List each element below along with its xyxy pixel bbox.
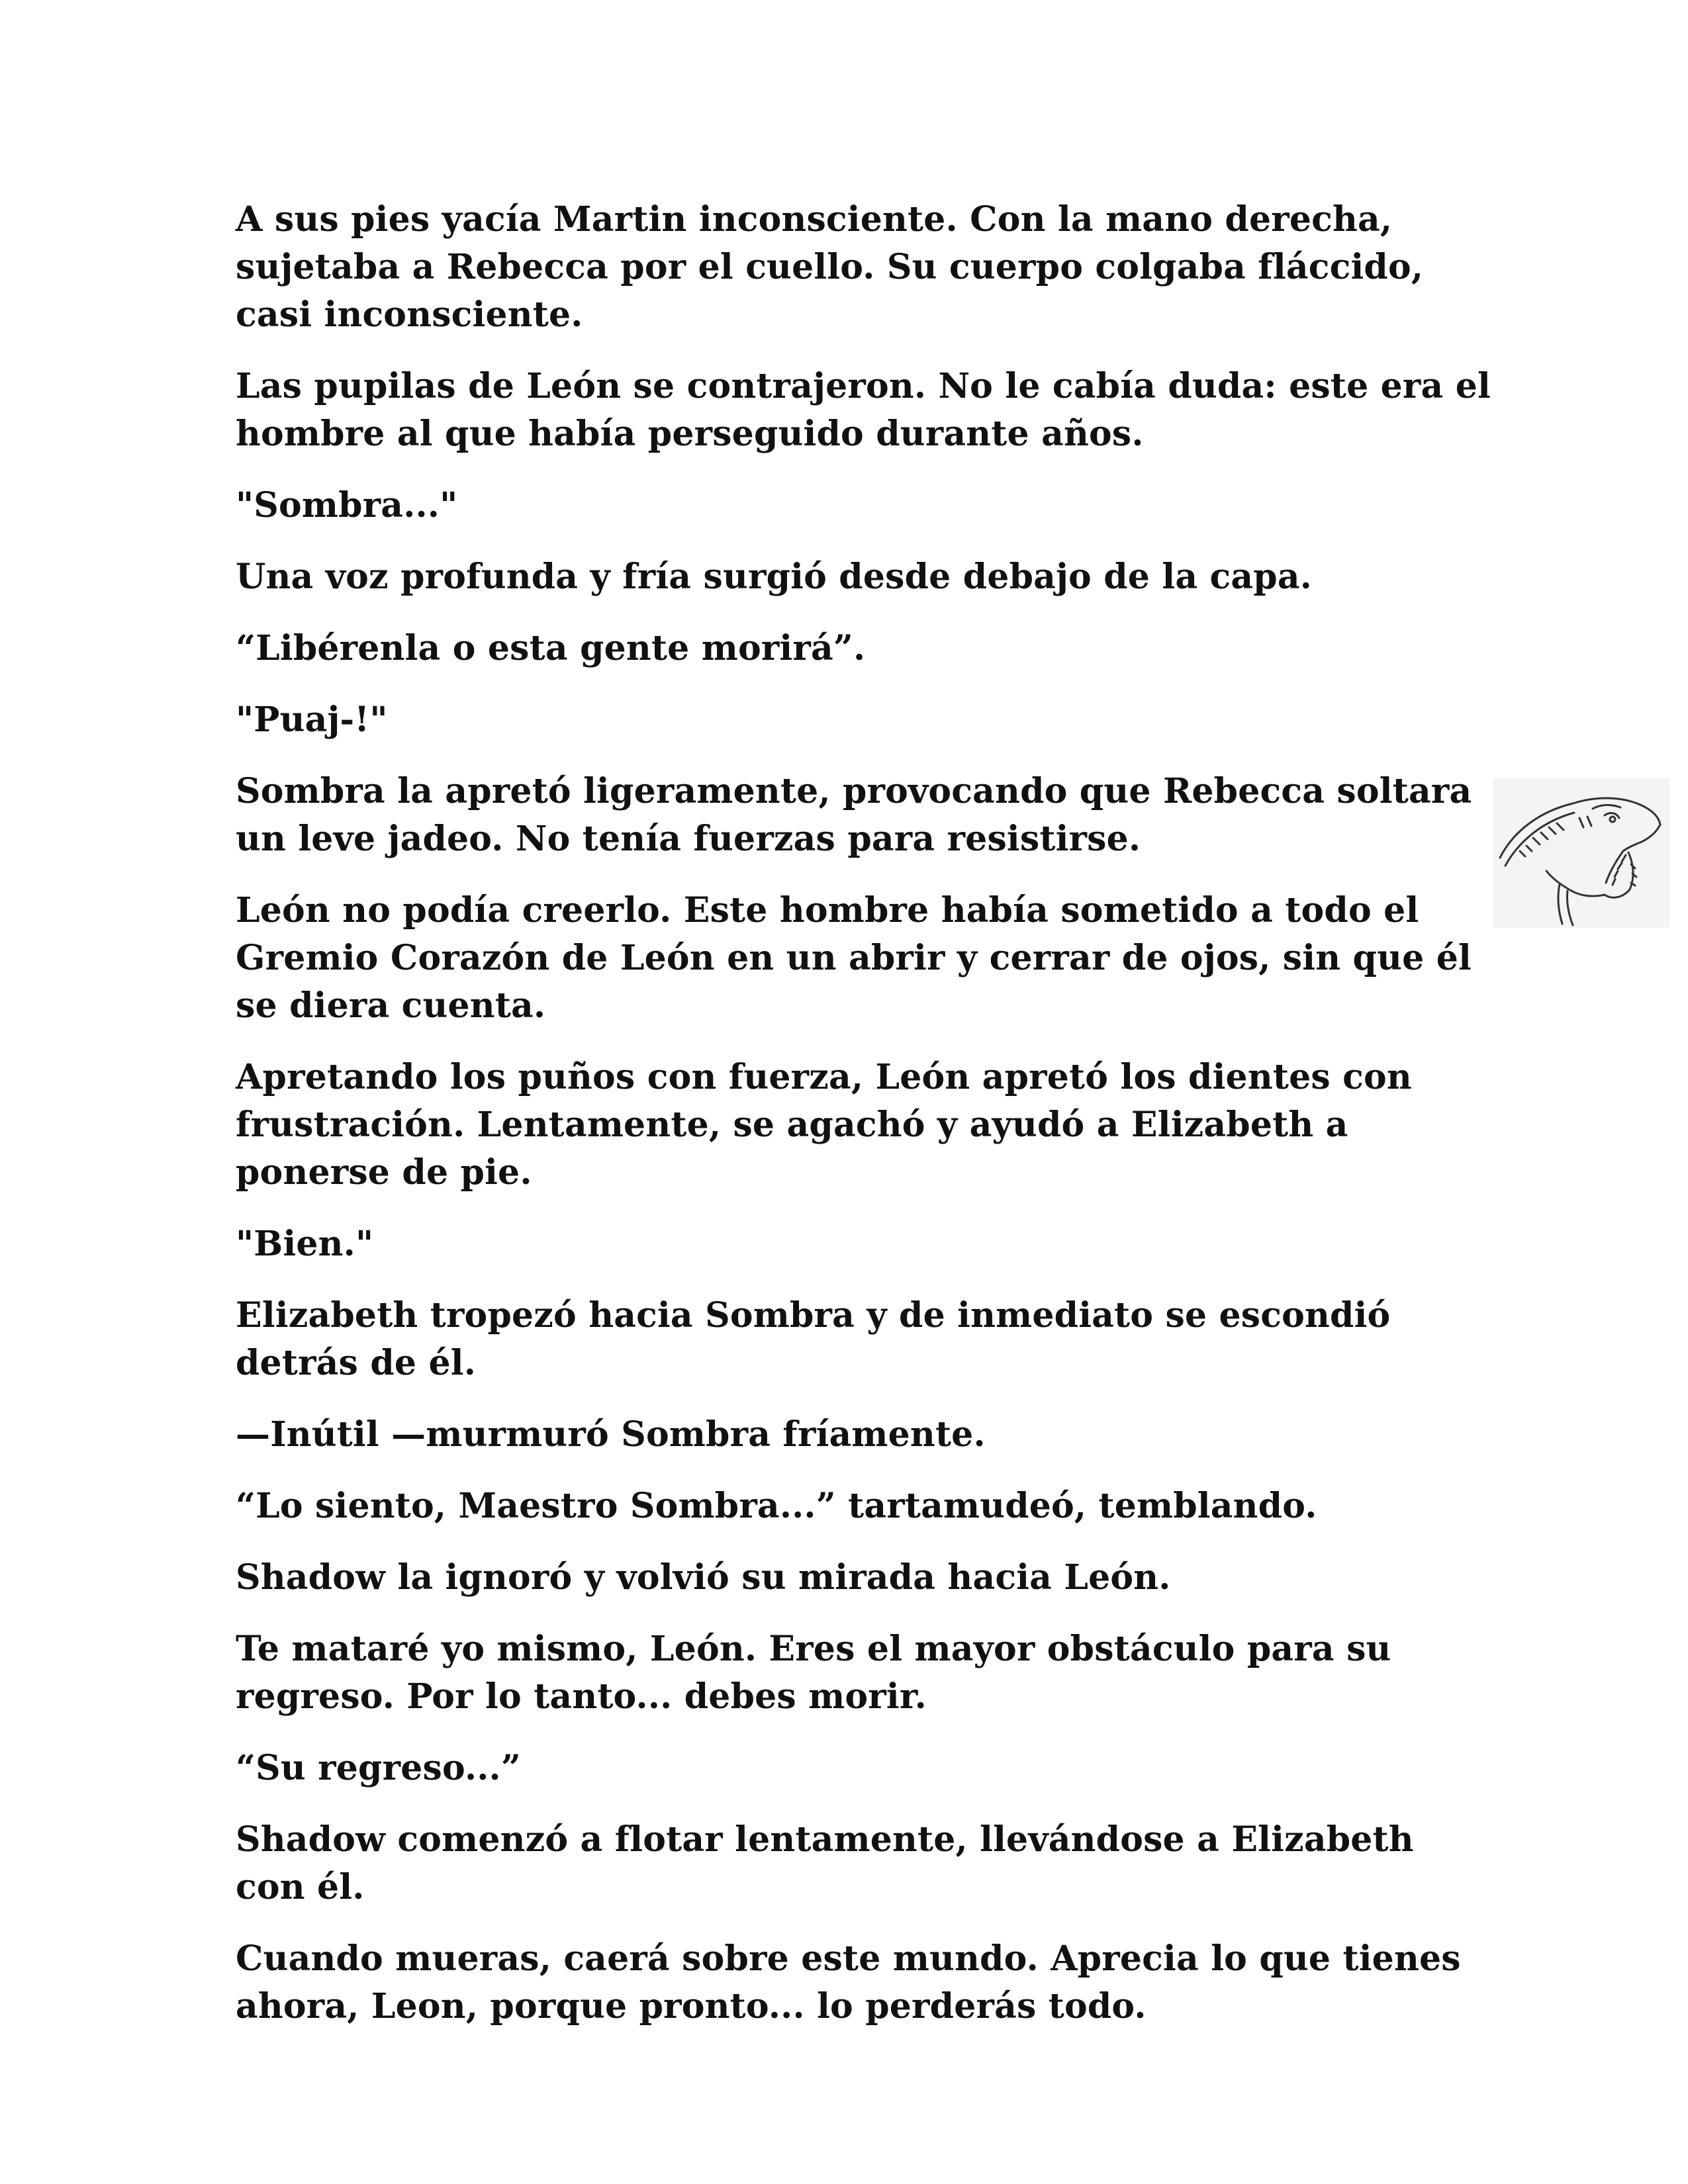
paragraph-14: Shadow la ignoró y volvió su mirada hacia León. bbox=[236, 1557, 1171, 1598]
paragraph-15: Te mataré yo mismo, León. Eres el mayor obstáculo para su regreso. Por lo tanto... debes morir. bbox=[236, 1629, 1391, 1717]
paragraph-13: “Lo siento, Maestro Sombra...” tartamudeó, temblando. bbox=[236, 1486, 1317, 1526]
paragraph-16: “Su regreso...” bbox=[236, 1748, 521, 1788]
story-text bbox=[236, 196, 1493, 2054]
paragraph-17: Shadow comenzó a flotar lentamente, llevándose a Elizabeth con él. bbox=[236, 1819, 1414, 1907]
paragraph-12: —Inútil —murmuró Sombra fríamente. bbox=[236, 1414, 986, 1455]
paragraph-8: León no podía creerlo. Este hombre había sometido a todo el Gremio Corazón de León en un abrir y cerrar de ojos, sin que él se diera cuenta. bbox=[236, 890, 1472, 1026]
paragraph-6: "Puaj-!" bbox=[236, 700, 388, 740]
paragraph-4: Una voz profunda y fría surgió desde debajo de la capa. bbox=[236, 557, 1313, 597]
paragraph-7: Sombra la apretó ligeramente, provocando que Rebecca soltara un leve jadeo. No tenía fuerzas para resistirse. bbox=[236, 771, 1472, 859]
paragraph-10: "Bien." bbox=[236, 1224, 374, 1264]
paragraph-9: Apretando los puños con fuerza, León apretó los dientes con frustración. Lentamente, se agachó y ayudó a Elizabeth a ponerse de pie. bbox=[236, 1057, 1412, 1193]
paragraph-18: Cuando mueras, caerá sobre este mundo. Aprecia lo que tienes ahora, Leon, porque pronto... lo perderás todo. bbox=[236, 1938, 1461, 2026]
paragraph-3: "Sombra..." bbox=[236, 485, 458, 525]
paragraph-11: Elizabeth tropezó hacia Sombra y de inmediato se escondió detrás de él. bbox=[236, 1295, 1391, 1383]
paragraph-5: “Libérenla o esta gente morirá”. bbox=[236, 628, 866, 668]
paragraph-1: A sus pies yacía Martin inconsciente. Con la mano derecha, sujetaba a Rebecca por el cuello. Su cuerpo colgaba fláccido, casi inconsciente. bbox=[236, 199, 1424, 335]
dinosaur-sketch-icon bbox=[1493, 778, 1669, 928]
paragraph-2: Las pupilas de León se contrajeron. No le cabía duda: este era el hombre al que había perseguido durante años. bbox=[236, 366, 1491, 454]
